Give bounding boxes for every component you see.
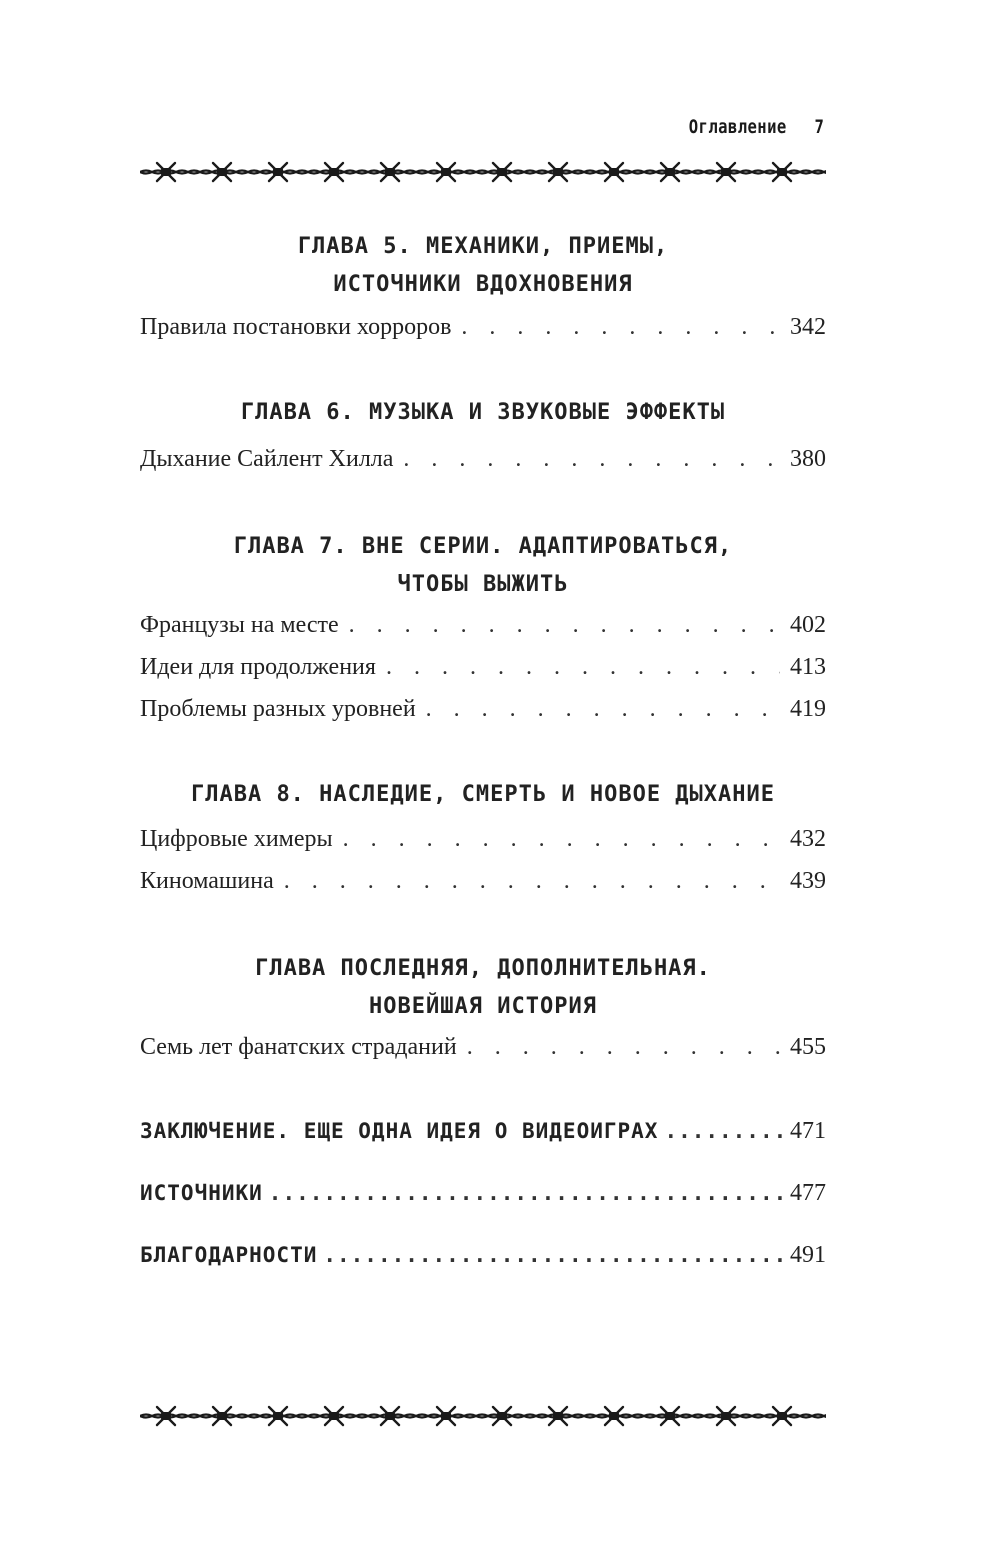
toc-entry-page: 402 <box>790 612 826 638</box>
toc-entry-page: 491 <box>790 1242 826 1268</box>
toc-entry-title: Семь лет фанатских страданий <box>140 1034 457 1060</box>
dot-leader <box>386 654 780 681</box>
toc-entry-page: 432 <box>790 826 826 852</box>
barb <box>661 163 679 181</box>
barb <box>325 1407 343 1425</box>
dot-leader <box>467 1034 780 1061</box>
dot-leader <box>323 1243 784 1267</box>
barb <box>549 1407 567 1425</box>
toc-entry-title: ЗАКЛЮЧЕНИЕ. ЕЩЕ ОДНА ИДЕЯ О ВИДЕОИГРАХ <box>140 1119 659 1143</box>
barb <box>213 163 231 181</box>
toc-entry-page: 380 <box>790 446 826 472</box>
toc-entry-page: 342 <box>790 314 826 340</box>
dot-leader <box>343 826 780 853</box>
barbed-wire-divider-bottom <box>140 1402 826 1430</box>
toc-entry-page: 477 <box>790 1180 826 1206</box>
dot-leader <box>426 696 780 723</box>
barb <box>493 1407 511 1425</box>
dot-leader <box>461 314 780 341</box>
toc-entry[interactable] <box>140 826 826 853</box>
toc-entry-title: Киномашина <box>140 868 274 894</box>
chapter-7-title: ГЛАВА 7. ВНЕ СЕРИИ. АДАПТИРОВАТЬСЯ, ЧТОБЫ ВЫЖИТЬ <box>233 534 733 597</box>
barbed-wire-divider-top <box>140 158 826 186</box>
barb <box>381 163 399 181</box>
barb <box>549 163 567 181</box>
dot-leader <box>403 446 780 473</box>
dot-leader <box>284 868 780 895</box>
dot-leader <box>269 1181 784 1205</box>
toc-entry[interactable] <box>140 314 826 341</box>
chapter-last-title: ГЛАВА ПОСЛЕДНЯЯ, ДОПОЛНИТЕЛЬНАЯ. НОВЕЙШАЯ ИСТОРИЯ <box>255 956 711 1019</box>
barb <box>661 1407 679 1425</box>
running-head-page-number: 7 <box>814 116 824 138</box>
toc-entry-title: Правила постановки хорроров <box>140 314 452 340</box>
chapter-8-title: ГЛАВА 8. НАСЛЕДИЕ, СМЕРТЬ И НОВОЕ ДЫХАНИЕ <box>190 782 776 807</box>
toc-entry-acknowledgements[interactable] <box>140 1242 826 1269</box>
toc-entry-page: 455 <box>790 1034 826 1060</box>
toc-entry[interactable] <box>140 696 826 723</box>
toc-entry-title: ИСТОЧНИКИ <box>140 1181 263 1205</box>
barb <box>157 163 175 181</box>
toc-entry-sources[interactable] <box>140 1180 826 1207</box>
barb <box>717 1407 735 1425</box>
toc-entry[interactable] <box>140 654 826 681</box>
toc-entry-page: 471 <box>790 1118 826 1144</box>
barb <box>717 163 735 181</box>
toc-entry[interactable] <box>140 612 826 639</box>
chapter-6-title: ГЛАВА 6. МУЗЫКА И ЗВУКОВЫЕ ЭФФЕКТЫ <box>240 400 726 425</box>
dot-leader <box>664 1119 784 1143</box>
dot-leader <box>349 612 780 639</box>
chapter-5-title: ГЛАВА 5. МЕХАНИКИ, ПРИЕМЫ, ИСТОЧНИКИ ВДОХНОВЕНИЯ <box>297 234 669 297</box>
barb <box>325 163 343 181</box>
toc-entry-title: БЛАГОДАРНОСТИ <box>140 1243 318 1267</box>
running-head <box>688 116 824 138</box>
barb <box>213 1407 231 1425</box>
toc-entry-title: Идеи для продолжения <box>140 654 376 680</box>
toc-entry[interactable] <box>140 868 826 895</box>
toc-entry-title: Французы на месте <box>140 612 339 638</box>
barb <box>157 1407 175 1425</box>
barb <box>493 163 511 181</box>
toc-entry-page: 419 <box>790 696 826 722</box>
toc-entry-conclusion[interactable] <box>140 1118 826 1145</box>
toc-entry-title: Дыхание Сайлент Хилла <box>140 446 394 472</box>
toc-entry[interactable] <box>140 446 826 473</box>
toc-entry[interactable] <box>140 1034 826 1061</box>
running-head-section: Оглавление <box>688 116 787 138</box>
toc-entry-title: Проблемы разных уровней <box>140 696 416 722</box>
toc-entry-title: Цифровые химеры <box>140 826 333 852</box>
toc-entry-page: 439 <box>790 868 826 894</box>
barb <box>381 1407 399 1425</box>
toc-entry-page: 413 <box>790 654 826 680</box>
